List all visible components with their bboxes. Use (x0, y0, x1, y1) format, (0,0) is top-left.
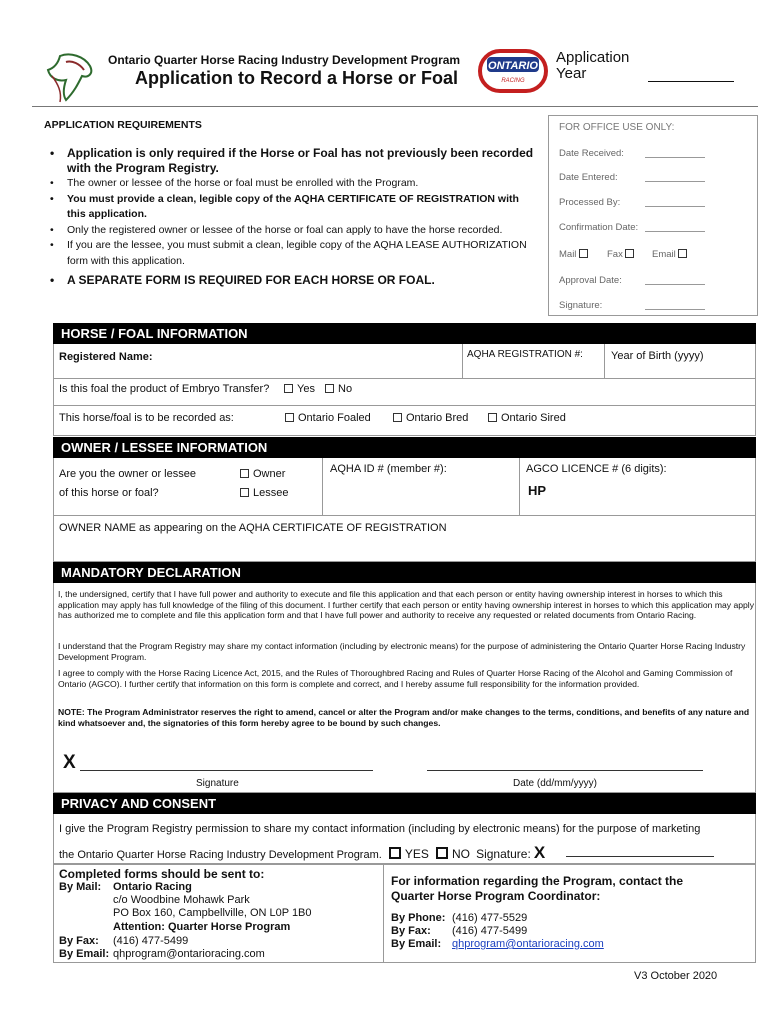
header-divider (32, 106, 758, 107)
embryo-no-option[interactable]: No (325, 383, 352, 395)
application-year-label (556, 50, 629, 82)
mail-line-4: Attention: Quarter Horse Program (113, 921, 291, 933)
send-fax-label: By Fax: (59, 935, 99, 947)
agco-licence-label: AGCO LICENCE # (6 digits): (526, 463, 667, 475)
form-title: Application to Record a Horse or Foal (135, 68, 459, 88)
list-item: • Only the registered owner or lessee of the horse or foal can apply to have the horse recorded. (50, 223, 503, 236)
consent-yes-label: YES (404, 847, 429, 861)
contact-phone-label: By Phone: (391, 912, 446, 924)
list-item: • If you are the lessee, you must submit a clean, legible copy of the AQHA LEASE AUTHORIZATION form with this application. (50, 239, 527, 267)
checkbox[interactable] (393, 413, 402, 422)
contact-email-link[interactable]: qhprogram@ontarioracing.com (452, 938, 604, 950)
email-checkbox[interactable] (678, 249, 687, 258)
by-mail-label: By Mail: (59, 881, 102, 893)
logo-text-top: ONTARIO (488, 60, 538, 72)
divider (53, 515, 756, 516)
list-item: • You must provide a clean, legible copy of the AQHA CERTIFICATE OF REGISTRATION with this application. (50, 192, 519, 220)
consent-no-label: NO (451, 847, 470, 861)
contact-heading-line-1: For information regarding the Program, contact the (391, 874, 684, 888)
signature-field[interactable] (80, 770, 373, 771)
lessee-option[interactable]: Lessee (240, 487, 288, 499)
contact-fax-number: (416) 477-5499 (452, 925, 528, 937)
declaration-paragraph-3: I agree to comply with the Horse Racing Licence Act, 2015, and the Rules of Thoroughbred Racing and Rules of Quarter Horse Racing of the Alcohol and Gaming Commission of Ontario (AGCO). I further certify that information on this form is complete and correct, and I hereby assume full responsibility for the information provided. (58, 668, 733, 689)
aqha-id-label: AQHA ID # (member #): (330, 463, 447, 475)
mail-line-2: c/o Woodbine Mohawk Park (113, 894, 250, 906)
office-signature-field[interactable] (645, 309, 705, 310)
divider (53, 378, 756, 379)
confirmation-date-label: Confirmation Date: (559, 222, 639, 233)
fax-option[interactable]: Fax (607, 249, 638, 260)
privacy-consent-row (59, 843, 545, 863)
year-label-line-1: Application (556, 49, 630, 66)
list-item: • Application is only required if the Horse or Foal has not previously been recorded with the Program Registry. (50, 146, 534, 175)
declaration-header: MANDATORY DECLARATION (53, 562, 756, 583)
date-entered-field[interactable] (645, 181, 705, 182)
consent-no-checkbox[interactable] (436, 847, 448, 859)
date-received-field[interactable] (645, 157, 705, 158)
checkbox[interactable] (488, 413, 497, 422)
ontario-bred-option[interactable]: Ontario Bred (393, 412, 468, 424)
logo-text-bottom: RACING (501, 78, 525, 84)
contact-phone-number: (416) 477-5529 (452, 912, 528, 924)
contact-fax-label: By Fax: (391, 925, 431, 937)
owner-option[interactable]: Owner (240, 468, 285, 480)
owner-question-line-1: Are you the owner or lessee (59, 468, 196, 480)
mail-checkbox[interactable] (579, 249, 588, 258)
divider (462, 344, 463, 378)
processed-by-field[interactable] (645, 206, 705, 207)
ontario-racing-logo (478, 48, 548, 94)
requirements-heading: APPLICATION REQUIREMENTS (44, 119, 202, 131)
office-use-title: FOR OFFICE USE ONLY: (559, 122, 675, 133)
mail-line-1: Ontario Racing (113, 881, 192, 893)
checkbox[interactable] (240, 469, 249, 478)
requirements-list (50, 146, 536, 289)
date-label: Date (dd/mm/yyyy) (513, 778, 597, 789)
contact-email-label: By Email: (391, 938, 442, 950)
email-option[interactable]: Email (652, 249, 691, 260)
consent-yes-checkbox[interactable] (389, 847, 401, 859)
date-field[interactable] (427, 770, 703, 771)
checkbox[interactable] (285, 413, 294, 422)
divider (604, 344, 605, 378)
contact-heading-line-2: Quarter Horse Program Coordinator: (391, 889, 601, 903)
owner-info-header: OWNER / LESSEE INFORMATION (53, 437, 756, 458)
office-signature-label: Signature: (559, 300, 603, 311)
embryo-transfer-question: Is this foal the product of Embryo Transfer? (59, 383, 270, 395)
checkbox[interactable] (284, 384, 293, 393)
checkbox[interactable] (325, 384, 334, 393)
approval-date-label: Approval Date: (559, 275, 622, 286)
list-item: • The owner or lessee of the horse or foal must be enrolled with the Program. (50, 177, 419, 189)
embryo-yes-option[interactable]: Yes (284, 383, 315, 395)
divider (519, 458, 520, 515)
consent-signature-field[interactable] (566, 856, 714, 857)
year-label-line-2: Year (556, 65, 587, 82)
mail-option[interactable]: Mail (559, 249, 592, 260)
declaration-paragraph-1: I, the undersigned, certify that I have full power and authority to execute and file this application and that each person or entity having ownership interest in horses to which this application may apply has full knowledge of the filing of this document. I further certify that each person or entity having ownership interest in horses to which this application may apply has authorized me to complete and file this application form and that I have full power and authority to receive any requested or related documents from Ontario Racing. (58, 589, 754, 621)
signature-label: Signature (196, 778, 239, 789)
send-email-address: qhprogram@ontarioracing.com (113, 948, 265, 960)
mail-line-3: PO Box 160, Campbellville, ON L0P 1B0 (113, 907, 312, 919)
consent-signature-label: Signature: (476, 847, 531, 861)
confirmation-date-field[interactable] (645, 231, 705, 232)
owner-question-line-2: of this horse or foal? (59, 487, 159, 499)
aqha-registration-label: AQHA REGISTRATION #: (467, 349, 583, 360)
divider (322, 458, 323, 515)
processed-by-label: Processed By: (559, 197, 621, 208)
agco-licence-prefix[interactable]: HP (528, 483, 547, 498)
send-email-label: By Email: (59, 948, 110, 960)
checkbox[interactable] (240, 488, 249, 497)
owner-name-label: OWNER NAME as appearing on the AQHA CERTIFICATE OF REGISTRATION (59, 522, 447, 534)
recorded-as-label: This horse/foal is to be recorded as: (59, 412, 234, 424)
program-name: Ontario Quarter Horse Racing Industry Development Program (108, 53, 461, 67)
divider (53, 405, 756, 406)
date-received-label: Date Received: (559, 148, 624, 159)
fax-checkbox[interactable] (625, 249, 634, 258)
privacy-text-line-1: I give the Program Registry permission to share my contact information (including by electronic means) for the purpose of marketing (59, 823, 701, 835)
list-item: • A SEPARATE FORM IS REQUIRED FOR EACH HORSE OR FOAL. (50, 273, 435, 287)
date-entered-label: Date Entered: (559, 172, 618, 183)
privacy-text-line-2: the Ontario Quarter Horse Racing Industry Development Program. (59, 849, 382, 861)
declaration-paragraph-2: I understand that the Program Registry may share my contact information (including by electronic means) for the purpose of administering the Ontario Quarter Horse Racing Industry Development Program. (58, 641, 746, 662)
declaration-note: NOTE: The Program Administrator reserves the right to amend, cancel or alter the Program and/or make changes to the terms, conditions, and benefits of any nature and kind whatsoever and, the signatories of this form hereby agree to be bound by such changes. (58, 707, 750, 728)
horse-info-header: HORSE / FOAL INFORMATION (53, 323, 756, 344)
approval-date-field[interactable] (645, 284, 705, 285)
divider (383, 864, 384, 963)
privacy-header: PRIVACY AND CONSENT (53, 793, 756, 814)
horse-head-logo-icon (40, 48, 98, 106)
signature-x-mark: X (63, 752, 76, 773)
year-of-birth-label: Year of Birth (yyyy) (611, 350, 704, 362)
send-to-heading: Completed forms should be sent to: (59, 867, 265, 881)
ontario-sired-option[interactable]: Ontario Sired (488, 412, 566, 424)
send-fax-number: (416) 477-5499 (113, 935, 189, 947)
consent-signature-x-mark: X (533, 843, 546, 862)
registered-name-label: Registered Name: (59, 351, 153, 363)
ontario-foaled-option[interactable]: Ontario Foaled (285, 412, 371, 424)
version-label: V3 October 2020 (634, 970, 718, 982)
application-year-field[interactable] (648, 66, 734, 82)
